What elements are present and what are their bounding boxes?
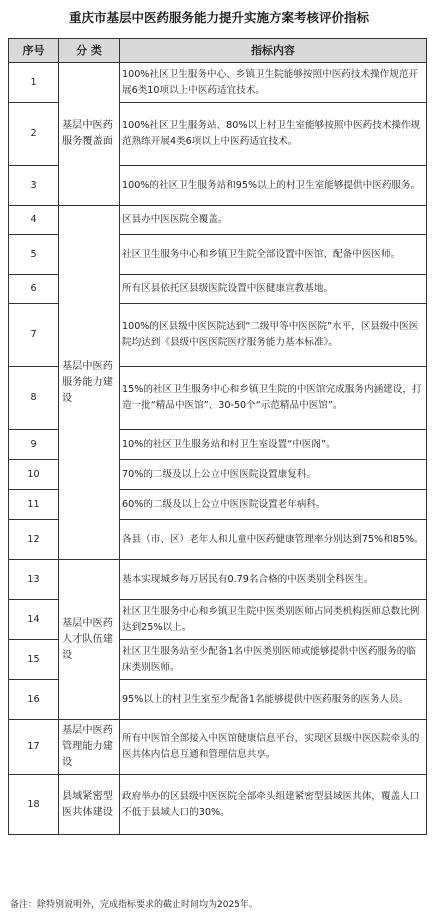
header-content: 指标内容 [120, 39, 427, 63]
row-number: 1 [9, 63, 59, 103]
table-row [9, 720, 427, 775]
document-title: 重庆市基层中医药服务能力提升实施方案考核评价指标 [68, 10, 369, 25]
row-number: 15 [9, 640, 59, 680]
row-content: 95%以上的村卫生室至少配备1名能够提供中医药服务的医务人员。 [120, 680, 427, 720]
row-number: 5 [9, 235, 59, 275]
row-content: 60%的二级及以上公立中医医院设置老年病科。 [120, 490, 427, 520]
row-content: 社区卫生服务中心和乡镇卫生院全部设置中医馆、配备中医医师。 [120, 235, 427, 275]
row-number: 8 [9, 367, 59, 430]
row-number: 16 [9, 680, 59, 720]
row-number: 3 [9, 166, 59, 206]
row-number: 11 [9, 490, 59, 520]
row-number: 4 [9, 206, 59, 235]
row-content: 所有中医馆全部接入中医馆健康信息平台，实现区县级中医医院牵头的医共体内信息互通和管理信息共享。 [120, 720, 427, 775]
row-content: 社区卫生服务中心和乡镇卫生院中医类别医师占同类机构医师总数比例达到25%以上。 [120, 600, 427, 640]
row-number: 12 [9, 520, 59, 560]
row-number: 10 [9, 460, 59, 490]
row-number: 7 [9, 304, 59, 367]
row-content: 基本实现城乡每万居民有0.79名合格的中医类别全科医生。 [120, 560, 427, 600]
header-no: 序号 [9, 39, 59, 63]
table-row [9, 206, 427, 235]
category-cell: 基层中医药人才队伍建设 [59, 560, 120, 720]
row-number: 17 [9, 720, 59, 775]
header-category: 分 类 [59, 39, 120, 63]
row-content: 100%的区县级中医医院达到“二级甲等中医医院”水平，区县级中医医院均达到《县级中医医院医疗服务能力基本标准》。 [120, 304, 427, 367]
table-row [9, 775, 427, 835]
row-content: 社区卫生服务站至少配备1名中医类别医师或能够提供中医药服务的临床类别医师。 [120, 640, 427, 680]
table-row [9, 63, 427, 103]
row-number: 9 [9, 430, 59, 460]
table-row [9, 560, 427, 600]
row-content: 10%的社区卫生服务站和村卫生室设置“中医阁”。 [120, 430, 427, 460]
row-content: 70%的二级及以上公立中医医院设置康复科。 [120, 460, 427, 490]
row-content: 100%社区卫生服务中心、乡镇卫生院能够按照中医药技术操作规范开展6类10项以上中医药适宜技术。 [120, 63, 427, 103]
row-content: 100%的社区卫生服务站和95%以上的村卫生室能够提供中医药服务。 [120, 166, 427, 206]
table-header-row [9, 39, 427, 63]
row-number: 13 [9, 560, 59, 600]
row-number: 6 [9, 275, 59, 304]
row-content: 各县（市、区）老年人和儿童中医药健康管理率分别达到75%和85%。 [120, 520, 427, 560]
footnote: 备注：除特别说明外，完成指标要求的截止时间均为2025年。 [10, 900, 258, 910]
category-cell: 基层中医药管理能力建设 [59, 720, 120, 775]
evaluation-table [8, 38, 427, 835]
row-content: 15%的社区卫生服务中心和乡镇卫生院的中医馆完成服务内涵建设，打造一批“精品中医馆”、30-50个“示范精品中医馆”。 [120, 367, 427, 430]
row-number: 2 [9, 103, 59, 166]
row-content: 政府举办的区县级中医医院全部牵头组建紧密型县域医共体，覆盖人口不低于县域人口的30%。 [120, 775, 427, 835]
row-number: 14 [9, 600, 59, 640]
category-cell: 基层中医药服务能力建设 [59, 206, 120, 560]
row-content: 区县办中医医院全覆盖。 [120, 206, 427, 235]
row-content: 100%社区卫生服务站、80%以上村卫生室能够按照中医药技术操作规范熟练开展4类6项以上中医药适宜技术。 [120, 103, 427, 166]
category-cell: 县域紧密型医共体建设 [59, 775, 120, 835]
row-content: 所有区县依托区县级医院设置中医健康宣教基地。 [120, 275, 427, 304]
category-cell: 基层中医药服务覆盖面 [59, 63, 120, 206]
row-number: 18 [9, 775, 59, 835]
